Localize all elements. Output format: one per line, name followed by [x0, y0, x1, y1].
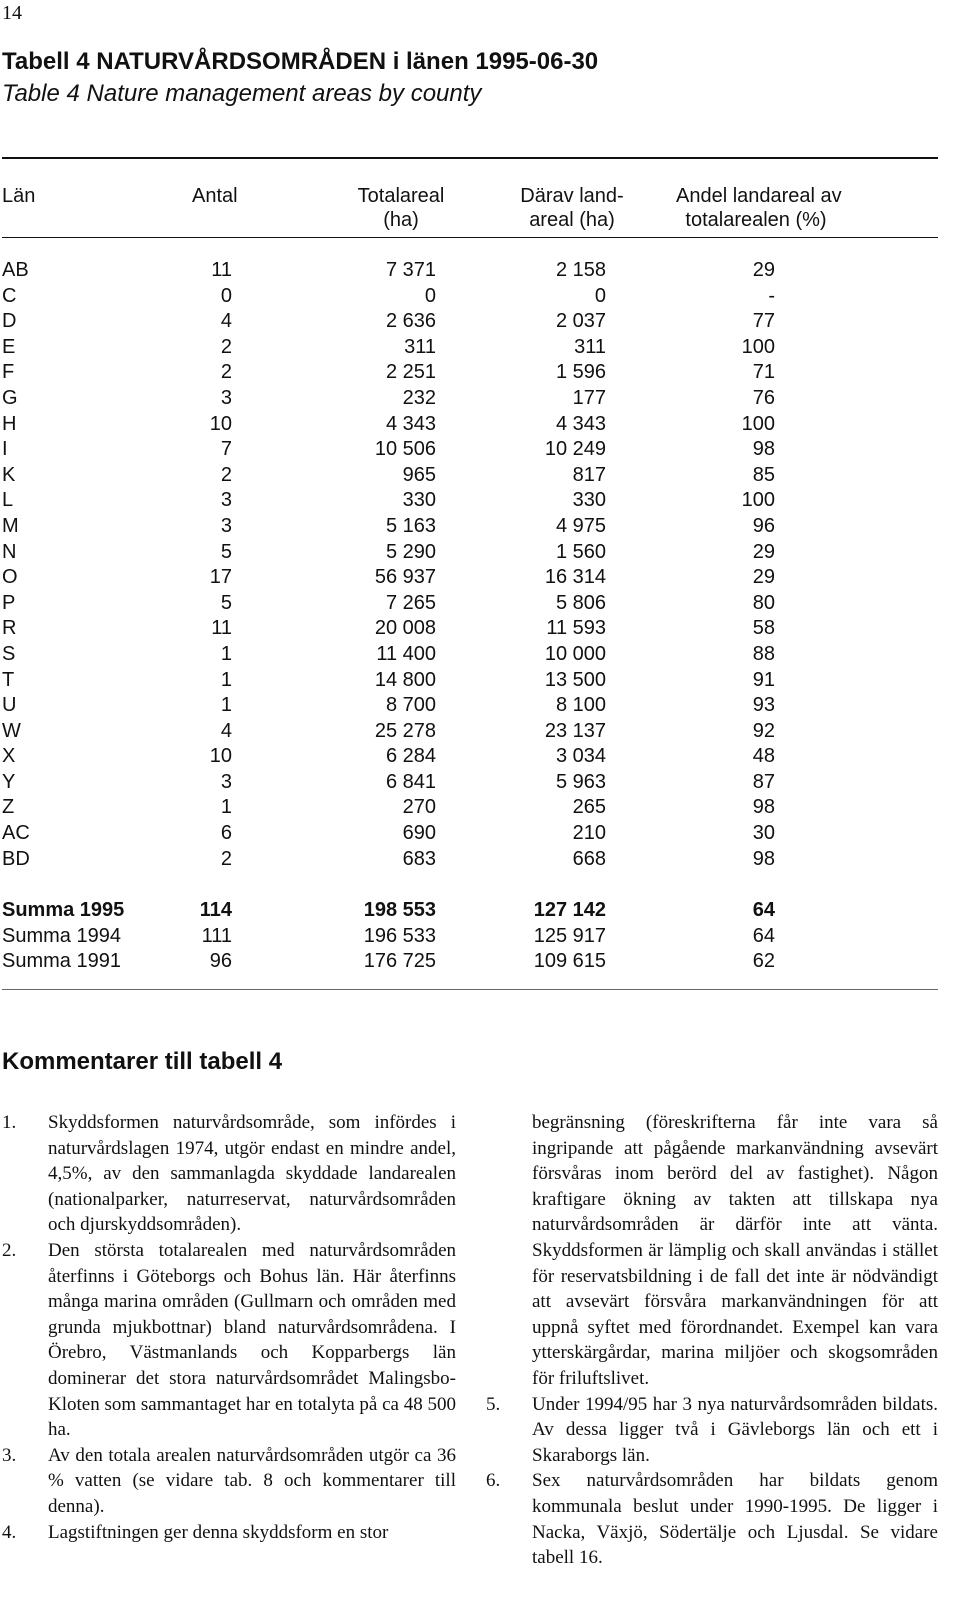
table-subtitle: Table 4 Nature management areas by county	[2, 80, 482, 107]
cell-landareal: 330	[572, 489, 606, 512]
cell-andel: 91	[752, 668, 775, 691]
cell-totalareal: 2 251	[385, 361, 436, 384]
comments-title: Kommentarer till tabell 4	[2, 1048, 283, 1075]
cell-lan: Y	[2, 770, 16, 793]
comments-column-left	[2, 1110, 456, 1545]
table-row	[0, 360, 960, 386]
cell-andel: 96	[752, 514, 775, 537]
cell-lan: O	[2, 566, 18, 589]
cell-antal: 3	[220, 770, 232, 793]
cell-totalareal: 5 163	[385, 514, 436, 537]
cell-totalareal: 20 008	[374, 617, 436, 640]
cell-andel: 48	[752, 745, 775, 768]
cell-lan: D	[2, 310, 17, 333]
cell-andel: 71	[752, 361, 775, 384]
cell-andel: 98	[752, 438, 775, 461]
cell-antal: 2	[220, 847, 232, 870]
comments-column-right	[486, 1110, 938, 1571]
cell-totalareal: 683	[402, 847, 436, 870]
cell-andel: 100	[741, 412, 775, 435]
cell-totalareal: 4 343	[385, 412, 436, 435]
table-row	[0, 693, 960, 719]
cell-antal: 6	[220, 822, 232, 845]
cell-totalareal: 7 371	[385, 259, 436, 281]
cell-totalareal: 965	[402, 463, 436, 486]
cell-antal: 5	[220, 591, 232, 614]
cell-totalareal: 7 265	[385, 591, 436, 614]
comment-number: 4.	[2, 1521, 17, 1543]
cell-andel: 77	[752, 310, 775, 333]
cell-totalareal: 5 290	[385, 540, 436, 563]
cell-lan: Summa 1991	[2, 950, 121, 973]
cell-landareal: 125 917	[533, 924, 606, 947]
table-row	[0, 488, 960, 514]
cell-antal: 2	[220, 335, 232, 358]
cell-totalareal: 56 937	[374, 566, 436, 589]
cell-andel: 93	[752, 694, 775, 717]
cell-lan: U	[2, 694, 17, 717]
cell-lan: AB	[2, 259, 29, 281]
cell-lan: BD	[2, 847, 30, 870]
comment-item	[486, 1468, 938, 1570]
table-row	[0, 668, 960, 694]
header-andel-line1: Andel landareal av	[676, 185, 842, 207]
cell-landareal: 177	[572, 386, 606, 409]
cell-landareal: 16 314	[544, 566, 606, 589]
cell-andel: 85	[752, 463, 775, 486]
table-row	[0, 258, 960, 284]
cell-andel: 100	[741, 489, 775, 512]
header-lan: Län	[2, 185, 36, 207]
cell-andel: 98	[752, 847, 775, 870]
cell-lan: N	[2, 540, 17, 563]
cell-andel: 87	[752, 770, 775, 793]
comment-number: 6.	[486, 1470, 501, 1492]
cell-landareal: 265	[572, 796, 606, 819]
cell-totalareal: 10 506	[374, 438, 436, 461]
cell-lan: K	[2, 463, 16, 486]
cell-antal: 96	[209, 950, 232, 973]
cell-lan: E	[2, 335, 16, 358]
cell-andel: 29	[752, 540, 775, 563]
header-landareal	[512, 184, 632, 232]
comment-item	[2, 1520, 456, 1546]
cell-antal: 17	[209, 566, 232, 589]
cell-landareal: 10 000	[544, 642, 606, 665]
cell-totalareal: 232	[402, 386, 436, 409]
table-row	[0, 463, 960, 489]
header-landareal-line2: areal (ha)	[529, 209, 615, 231]
cell-totalareal: 8 700	[385, 694, 436, 717]
cell-landareal: 10 249	[544, 438, 606, 461]
cell-totalareal: 311	[404, 335, 436, 358]
comment-number: 3.	[2, 1444, 17, 1466]
cell-landareal: 668	[572, 847, 606, 870]
cell-andel: 29	[752, 566, 775, 589]
cell-andel: 98	[752, 796, 775, 819]
cell-totalareal: 198 553	[363, 899, 436, 921]
cell-antal: 114	[199, 899, 232, 921]
comment-text: Under 1994/95 har 3 nya naturvårdsområden bildats. Av dessa ligger två i Gävleborgs län och ett i Skaraborgs län.	[532, 1393, 938, 1466]
cell-landareal: 4 975	[555, 514, 606, 537]
table-row	[0, 719, 960, 745]
header-andel-line2: totalarealen (%)	[685, 209, 827, 231]
cell-totalareal: 330	[402, 489, 436, 512]
table-row	[0, 284, 960, 310]
cell-totalareal: 176 725	[363, 950, 436, 973]
cell-andel: 92	[752, 719, 775, 742]
cell-andel: 58	[752, 617, 775, 640]
header-landareal-line1: Därav land-	[520, 185, 624, 207]
cell-antal: 1	[220, 694, 232, 717]
table-body	[0, 258, 960, 872]
cell-antal: 11	[211, 617, 232, 640]
cell-landareal: 2 037	[555, 310, 606, 333]
cell-landareal: 0	[594, 284, 606, 307]
header-antal: Antal	[192, 185, 238, 207]
cell-antal: 11	[211, 259, 232, 281]
table-row	[0, 412, 960, 438]
cell-antal: 10	[209, 412, 232, 435]
cell-lan: AC	[2, 822, 30, 845]
table-row	[0, 795, 960, 821]
cell-antal: 10	[209, 745, 232, 768]
cell-antal: 3	[220, 514, 232, 537]
comment-item	[2, 1443, 456, 1520]
cell-lan: H	[2, 412, 17, 435]
cell-landareal: 4 343	[555, 412, 606, 435]
table-row	[0, 437, 960, 463]
header-rule	[2, 237, 938, 238]
comment-text: Lagstiftningen ger denna skyddsform en stor	[48, 1521, 389, 1543]
cell-lan: R	[2, 617, 17, 640]
table-row	[0, 898, 960, 924]
cell-lan: L	[2, 489, 14, 512]
table-row	[0, 335, 960, 361]
cell-landareal: 1 596	[555, 361, 606, 384]
cell-antal: 4	[220, 310, 232, 333]
cell-antal: 0	[220, 284, 232, 307]
cell-antal: 1	[220, 668, 232, 691]
cell-lan: T	[2, 668, 15, 691]
cell-totalareal: 196 533	[363, 924, 436, 947]
comment-number: 2.	[2, 1239, 17, 1261]
cell-landareal: 127 142	[533, 899, 606, 921]
cell-antal: 1	[220, 796, 232, 819]
cell-andel: 29	[752, 259, 775, 281]
cell-antal: 5	[220, 540, 232, 563]
cell-landareal: 109 615	[533, 950, 606, 973]
cell-antal: 2	[220, 361, 232, 384]
cell-lan: M	[2, 514, 19, 537]
header-totalareal-line1: Totalareal	[357, 185, 445, 207]
cell-landareal: 11 593	[546, 617, 606, 640]
header-andel	[676, 184, 842, 232]
cell-antal: 111	[201, 924, 232, 947]
comment-number: 1.	[2, 1112, 17, 1133]
cell-totalareal: 6 841	[385, 770, 436, 793]
cell-antal: 3	[220, 386, 232, 409]
table-row	[0, 847, 960, 873]
table-row	[0, 309, 960, 335]
table-row	[0, 616, 960, 642]
table-row	[0, 770, 960, 796]
comment-item	[2, 1110, 456, 1238]
cell-landareal: 5 806	[555, 591, 606, 614]
cell-landareal: 3 034	[555, 745, 606, 768]
comment-number: 5.	[486, 1393, 501, 1415]
cell-antal: 2	[220, 463, 232, 486]
bottom-rule	[2, 989, 938, 990]
cell-antal: 7	[220, 438, 232, 461]
table-row	[0, 514, 960, 540]
cell-lan: Z	[2, 796, 15, 819]
cell-totalareal: 11 400	[376, 642, 436, 665]
cell-landareal: 5 963	[555, 770, 606, 793]
cell-andel: -	[768, 284, 775, 307]
table-row	[0, 642, 960, 668]
comment-continuation: begränsning (föreskrifterna får inte vara så ingripande att pågående markanvändning avsevärt försvåras inom berörd del av fastighet). Någon kraftigare ökning av takten att tillskapa nya naturvårdsområden är därför inte att vänta. Skyddsformen är lämplig och skall användas i stället för reservatsbildning i de fall det inte är nödvändigt att avsevärt försvåra markanvändningen för att uppnå syftet med förordnandet. Exempel kan vara ytterskärgårdar, marina miljöer och skogsområden för friluftslivet.	[532, 1112, 938, 1389]
cell-andel: 62	[752, 950, 775, 973]
table-row	[0, 565, 960, 591]
table-title: Tabell 4 NATURVÅRDSOMRÅDEN i länen 1995-06-30	[2, 48, 599, 75]
cell-totalareal: 270	[402, 796, 436, 819]
page-number: 14	[2, 2, 22, 24]
cell-antal: 1	[220, 642, 232, 665]
cell-totalareal: 14 800	[374, 668, 436, 691]
comment-text: Sex naturvårdsområden har bildats genom kommunala beslut under 1990-1995. De ligger i Nacka, Växjö, Södertälje och Ljusdal. Se vidare tabell 16.	[532, 1470, 938, 1569]
header-totalareal	[352, 184, 450, 232]
table-row	[0, 591, 960, 617]
table-row	[0, 949, 960, 975]
cell-totalareal: 0	[424, 284, 436, 307]
cell-andel: 64	[752, 924, 775, 947]
header-totalareal-line2: (ha)	[383, 209, 419, 231]
cell-andel: 80	[752, 591, 775, 614]
top-rule	[2, 157, 938, 159]
comment-text: Skyddsformen naturvårdsområde, som infördes i naturvårdslagen 1974, utgör endast en mindre andel, 4,5%, av den sammanlagda skyddade landarealen (nationalparker, naturreservat, naturvårdsområden och djurskyddsområden).	[48, 1112, 456, 1236]
cell-landareal: 2 158	[555, 259, 606, 281]
cell-andel: 30	[752, 822, 775, 845]
cell-landareal: 311	[574, 335, 606, 358]
cell-andel: 76	[752, 386, 775, 409]
table-row	[0, 744, 960, 770]
cell-lan: F	[2, 361, 15, 384]
cell-lan: Summa 1995	[2, 899, 125, 921]
cell-andel: 64	[752, 899, 775, 921]
cell-lan: Summa 1994	[2, 924, 121, 947]
cell-totalareal: 2 636	[385, 310, 436, 333]
comment-text: Av den totala arealen naturvårdsområden utgör ca 36 % vatten (se vidare tab. 8 och kommentarer till denna).	[48, 1444, 456, 1517]
cell-landareal: 23 137	[544, 719, 606, 742]
cell-lan: C	[2, 284, 17, 307]
cell-lan: S	[2, 642, 16, 665]
cell-totalareal: 25 278	[374, 719, 436, 742]
cell-landareal: 13 500	[544, 668, 606, 691]
table-sums	[0, 898, 960, 975]
comment-item	[486, 1392, 938, 1469]
table-row	[0, 821, 960, 847]
cell-antal: 3	[220, 489, 232, 512]
cell-andel: 100	[741, 335, 775, 358]
comment-item	[2, 1238, 456, 1443]
cell-lan: G	[2, 386, 18, 409]
comment-text: Den största totalarealen med naturvårdsområden återfinns i Göteborgs och Bohus län. Här återfinns många marina områden (Gullmarn och områden med grunda mjukbottnar) bland naturvårdsområdena. I Örebro, Västmanlands och Kopparbergs län dominerar det stora naturvårdsområdet Malingsbo-Kloten som sammantaget har en totalyta på ca 48 500 ha.	[48, 1239, 456, 1441]
table-row	[0, 540, 960, 566]
table-row	[0, 924, 960, 950]
cell-landareal: 210	[572, 822, 606, 845]
cell-landareal: 8 100	[555, 694, 606, 717]
cell-andel: 88	[752, 642, 775, 665]
table-row	[0, 386, 960, 412]
cell-lan: P	[2, 591, 16, 614]
cell-lan: W	[2, 719, 21, 742]
cell-totalareal: 6 284	[385, 745, 436, 768]
cell-totalareal: 690	[402, 822, 436, 845]
cell-landareal: 1 560	[555, 540, 606, 563]
cell-lan: I	[2, 438, 8, 461]
cell-landareal: 817	[572, 463, 606, 486]
cell-lan: X	[2, 745, 16, 768]
cell-antal: 4	[220, 719, 232, 742]
